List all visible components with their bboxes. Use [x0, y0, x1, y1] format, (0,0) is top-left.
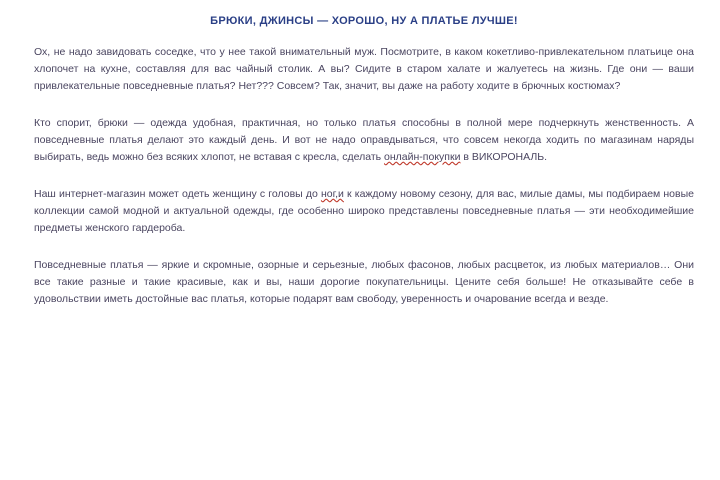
paragraph-3-text-a: Наш интернет-магазин может одеть женщину с головы до [34, 188, 321, 200]
article [34, 14, 694, 328]
paragraph-2-text-a: Кто спорит, брюки — одежда удобная, практичная, но только платья способны в полной мере подчеркнуть женственность. А повседневные платья делают это каждый день. И вот не надо оправдываться, что совсем некогда ходить по магазинам наряды выбирать, ведь можно без всяких хлопот, не вставая с кресла, сделать [34, 117, 694, 163]
paragraph-3 [34, 186, 694, 237]
paragraph-4-text: Повседневные платья — яркие и скромные, озорные и серьезные, любых фасонов, любых расцветок, из любых материалов… Они все такие разные и такие красивые, как и вы, наши дорогие покупательницы. Цените себя больше! Не отказывайте себе в удовольствии иметь достойные вас платья, которые подарят вам свободу, уверенность и очарование всегда и везде. [34, 259, 694, 305]
paragraph-1-text: Ох, не надо завидовать соседке, что у нее такой внимательный муж. Посмотрите, в каком кокетливо-привлекательном платьице она хлопочет на кухне, составляя для вас чайный столик. А вы? Сидите в старом халате и жалуетесь на жизнь. Где они — ваши привлекательные повседневные платья? Нет??? Совсем? Так, значит, вы даже на работу ходите в брючных костюмах? [34, 46, 694, 92]
online-purchase-link[interactable]: онлайн-покупки [384, 151, 461, 163]
spellcheck-error-word: ног,и [320, 188, 344, 200]
paragraph-1 [34, 44, 694, 95]
paragraph-4 [34, 257, 694, 308]
paragraph-2 [34, 115, 694, 166]
article-title: БРЮКИ, ДЖИНСЫ — ХОРОШО, НУ А ПЛАТЬЕ ЛУЧШЕ! [210, 15, 518, 27]
paragraph-2-text-b: в ВИКОРОНАЛЬ. [460, 151, 548, 163]
paragraph-3-text-b: к каждому новому сезону, для вас, милые дамы, мы подбираем новые коллекции самой модной и актуальной одежды, где особенно широко представлены повседневные платья — эти необходимейшие предметы женского гардероба. [34, 188, 694, 234]
